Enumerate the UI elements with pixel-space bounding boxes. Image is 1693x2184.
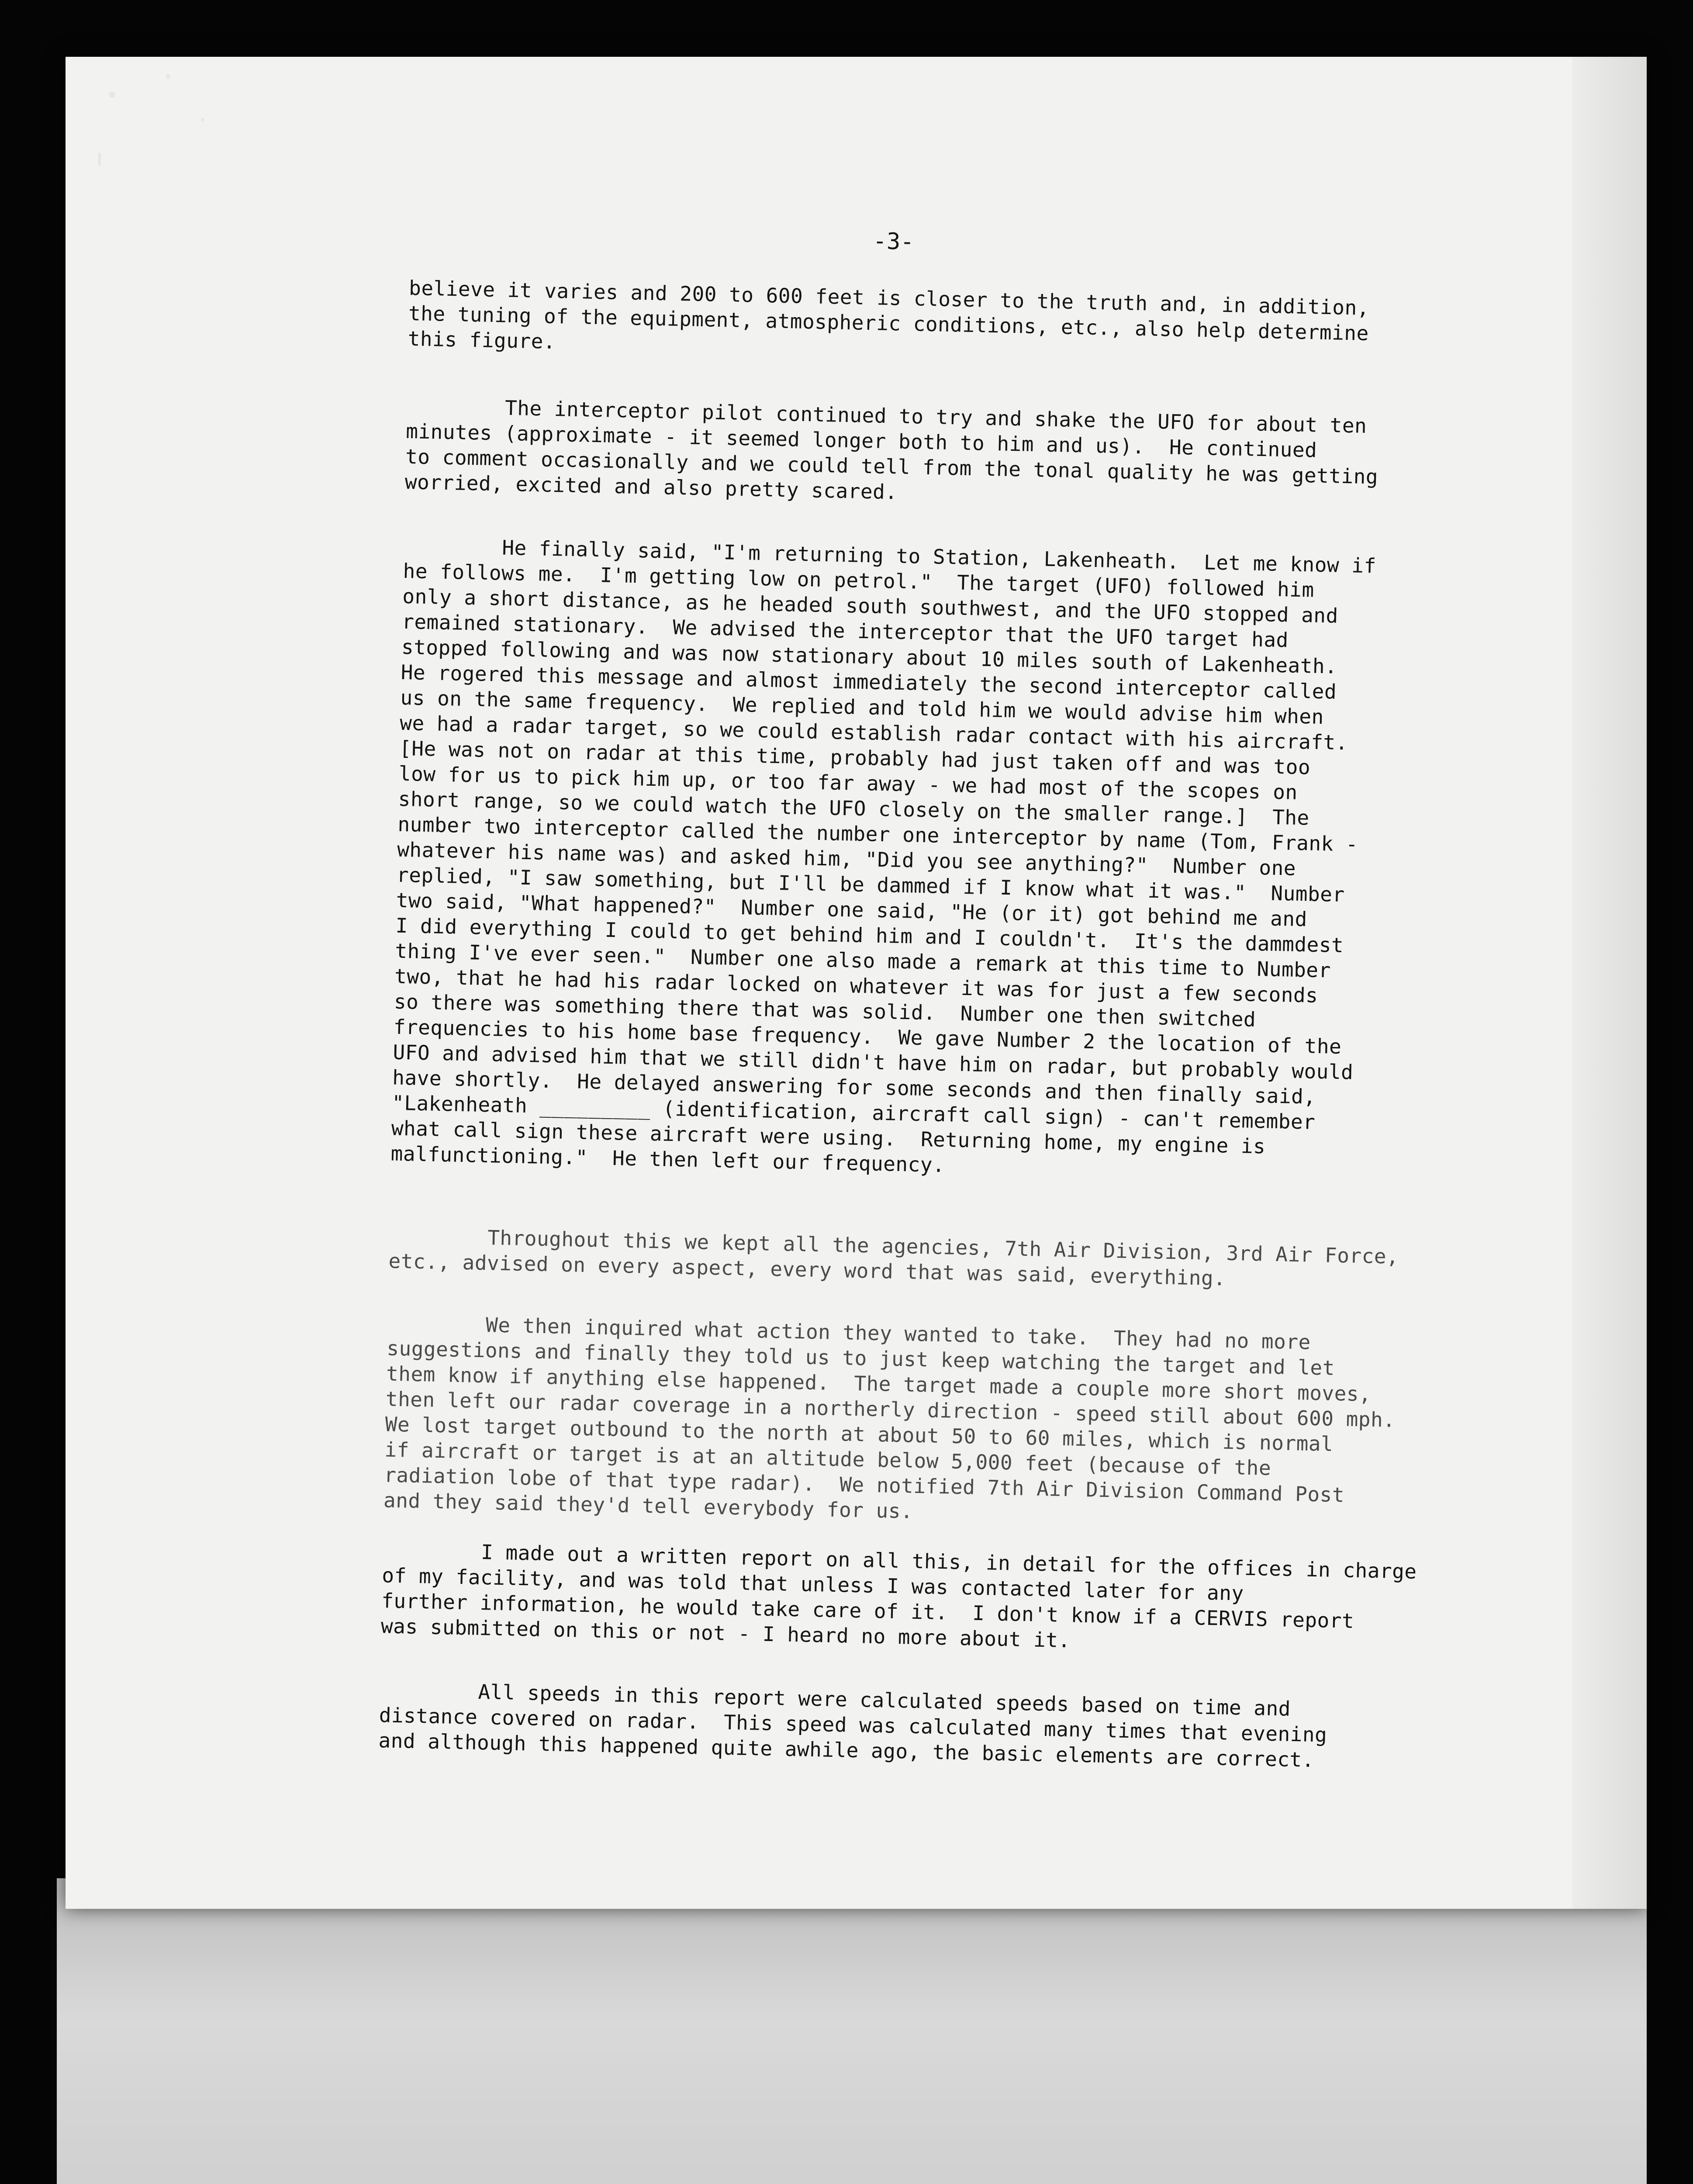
paragraph-6: I made out a written report on all this, in detail for the offices in charge of my facility, and was told that unless I was contacted later for any further information, he would take care of it. I don't know if a CERVIS report was submitted on this or not - I heard no more about it. (380, 1538, 1417, 1652)
paragraph-1: believe it varies and 200 to 600 feet is closer to the truth and, in addition, the tuning of the equipment, atmospheric conditions, etc., also help determine this figure. (408, 276, 1370, 354)
paragraph-5: We then inquired what action they wanted to take. They had no more suggestions and finally they told us to just keep watching the target and let them know if anything else happened. The target made a couple more short moves, then left our radar coverage in a northerly direction - speed still about 600 mph. We lost target outbound to the north at about 50 to 60 miles, which is normal if aircraft or target is at an altitude below 5,000 feet (because of the radiation lobe of that type radar). We notified 7th Air Division Command Post and they said they'd tell everybody for us. (383, 1311, 1396, 1523)
film-speck (201, 118, 204, 121)
page-edge-shadow (1572, 57, 1647, 1909)
paragraph-2: The interceptor pilot continued to try and shake the UFO for about ten minutes (approximate - it seemed longer both to him and us). He continued to comment occasionally and we could tell from the tonal quality he was getting worried, excited and also pretty scared. (404, 394, 1379, 504)
paragraph-7: All speeds in this report were calculated speeds based on time and distance covered on radar. This speed was calculated many times that evening and although this happened quite awhile ago, the basic elements are correct. (378, 1678, 1327, 1772)
paragraph-3: He finally said, "I'm returning to Station, Lakenheath. Let me know if he follows me. I'm getting low on petrol." The target (UFO) followed him only a short distance, as he headed south southwest, and the UFO stopped and remained stationary. We advised the interceptor that the UFO target had stopped following and was now stationary about 10 miles south of Lakenheath. He rogered this message and almost immediately the second interceptor called us on the same frequency. We replied and told him we would advise him when we had a radar target, so we could establish radar contact with his aircraft. [He was not on radar at this time, probably had just taken off and was too low for us to pick him up, or too far away - we had most of the scopes on short range, so we could watch the UFO closely on the smaller range.] The number two interceptor called the number one interceptor by name (Tom, Frank - whatever his name was) and asked him, "Did you see anything?" Number one replied, "I saw something, but I'll be dammed if I know what it was." Number two said, "What happened?" Number one said, "He (or it) got behind me and I did everything I could to get behind him and I couldn't. It's the dammdest thing I've ever seen." Number one also made a remark at this time to Number two, that he had his radar locked on whatever it was for just a few seconds so there was something there that was solid. Number one then switched frequencies to his home base frequency. We gave Number 2 the location of the UFO and advised him that we still didn't have him on radar, but probably would have shortly. He delayed answering for some seconds and then finally said, "Lakenheath _________ (identification, aircraft call sign) - can't remember what call sign these aircraft were using. Returning home, my engine is malfunctioning." He then left our frequency. (390, 533, 1377, 1177)
page-number: -3- (873, 228, 915, 256)
film-speck (109, 92, 115, 98)
paragraph-4: Throughout this we kept all the agencies, 7th Air Division, 3rd Air Force, etc., advised on every aspect, every word that was said, everything. (388, 1223, 1399, 1290)
document-body (377, 210, 1538, 1849)
film-speck (98, 153, 101, 166)
photo-background-strip (57, 1878, 1647, 2184)
film-speck (166, 74, 170, 79)
